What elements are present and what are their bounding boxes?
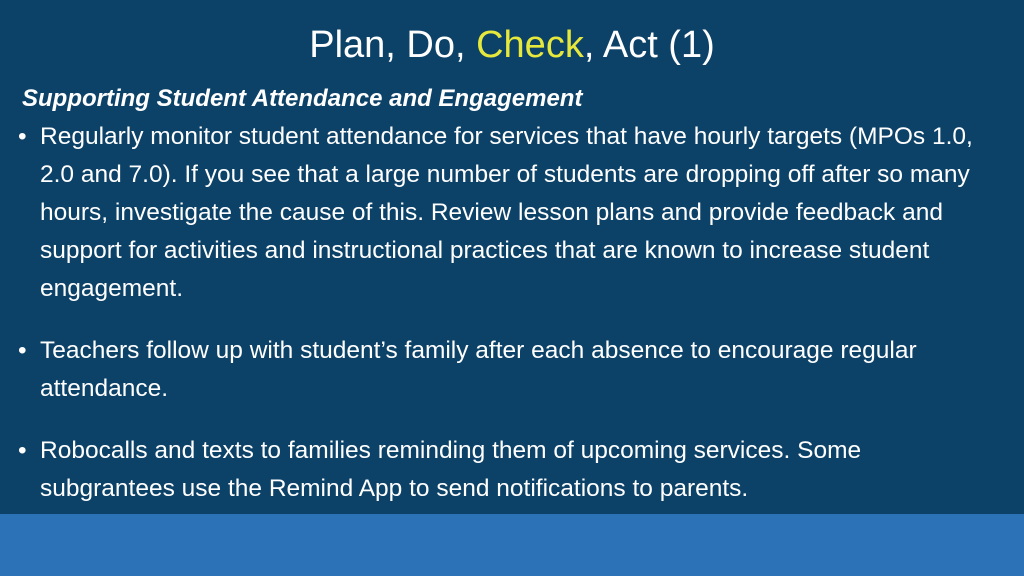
title-part-1: Plan, Do,: [309, 24, 477, 66]
bullet-dot-icon: •: [18, 337, 27, 364]
bullet-text: Teachers follow up with student’s family after each absence to encourage regular attendance.: [40, 337, 917, 402]
bullet-text: Robocalls and texts to families reminding them of upcoming services. Some subgrantees use the Remind App to send notifications to parents.: [40, 437, 862, 502]
bullet-item-monitor-attendance: [18, 118, 988, 308]
slide-title: [0, 22, 1024, 68]
bullet-text: Regularly monitor student attendance for services that have hourly targets (MPOs 1.0, 2.0 and 7.0). If you see that a large number of students are dropping off after so many hours, investigate the cause of this. Review lesson plans and provide feedback and support for activities and instructional practices that are known to increase student engagement.: [40, 123, 973, 302]
title-part-2: , Act (1): [583, 24, 715, 66]
title-highlight-check: Check: [476, 24, 584, 66]
section-subtitle: Supporting Student Attendance and Engagement: [22, 85, 583, 112]
bullet-dot-icon: •: [18, 123, 27, 150]
bullet-item-robocalls: [18, 432, 988, 508]
bullet-list: [18, 118, 988, 508]
bullet-dot-icon: •: [18, 437, 27, 464]
footer-bar: [0, 514, 1024, 576]
bullet-item-family-follow-up: [18, 332, 988, 408]
